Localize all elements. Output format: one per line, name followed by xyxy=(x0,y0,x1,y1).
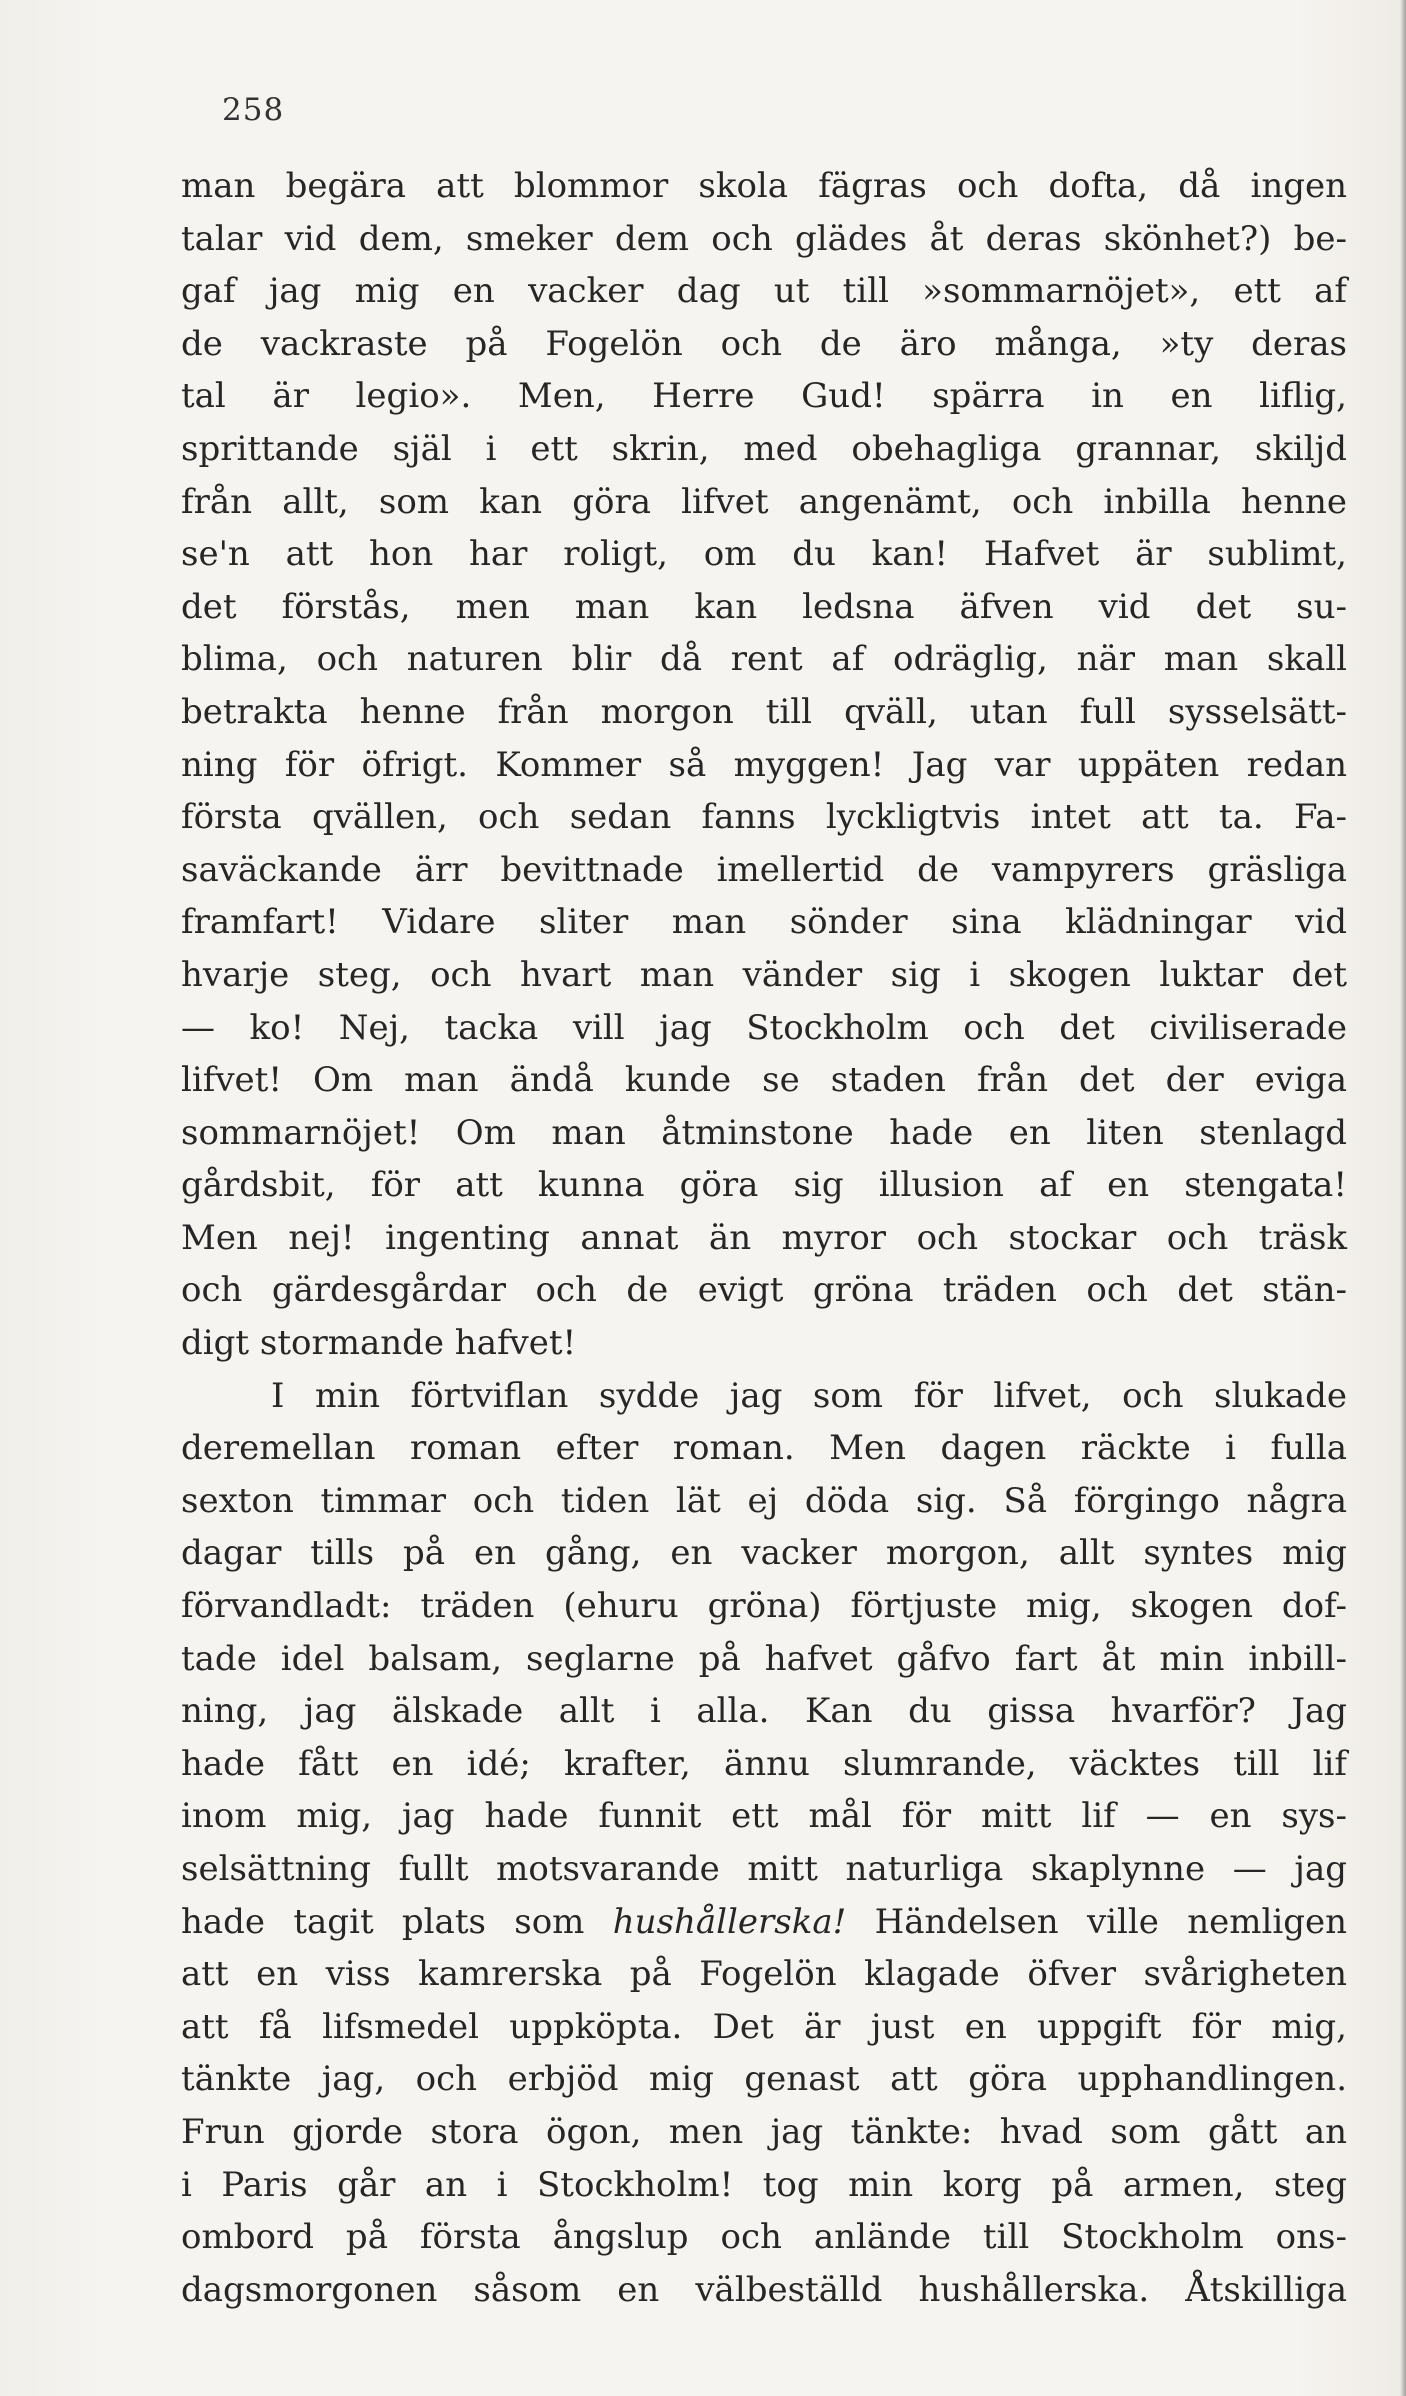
text-line: tänkte jag, och erbjöd mig genast att göra upphandlingen. xyxy=(181,2059,1347,2100)
text-line: deremellan roman efter roman. Men dagen räckte i fulla xyxy=(181,1428,1347,1469)
text-line: ombord på första ångslup och anlände till Stockholm ons- xyxy=(181,2217,1347,2258)
text-line: i Paris går an i Stockholm! tog min korg på armen, steg xyxy=(181,2164,1347,2205)
text-line: dagsmorgonen såsom en välbeställd hushållerska. Åtskilliga xyxy=(181,2269,1347,2310)
text-line-paragraph-start: I min förtviflan sydde jag som för lifvet, och slukade xyxy=(271,1375,1347,1416)
text-line: tal är legio». Men, Herre Gud! spärra in en liflig, xyxy=(181,376,1347,417)
page-edge-shadow xyxy=(1400,0,1406,2396)
text-line: saväckande ärr bevittnade imellertid de vampyrers gräsliga xyxy=(181,849,1347,890)
page-number: 258 xyxy=(222,92,285,128)
text-line: framfart! Vidare sliter man sönder sina klädningar vid xyxy=(181,902,1347,943)
text-line: talar vid dem, smeker dem och glädes åt deras skönhet?) be- xyxy=(181,218,1347,259)
text-line: de vackraste på Fogelön och de äro många, »ty deras xyxy=(181,323,1347,364)
text-line: blima, och naturen blir då rent af odräglig, när man skall xyxy=(181,639,1347,680)
italic-word: hushållerska! xyxy=(612,1901,847,1942)
text-line-paragraph-end: digt stormande hafvet! xyxy=(181,1323,577,1364)
text-line: tade idel balsam, seglarne på hafvet gåfvo fart åt min inbill- xyxy=(181,1638,1347,1679)
text-line: hade fått en idé; krafter, ännu slumrande, väcktes till lif xyxy=(181,1743,1347,1784)
text-line: betrakta henne från morgon till qväll, utan full sysselsätt- xyxy=(181,691,1347,732)
text-line: första qvällen, och sedan fanns lyckligtvis intet att ta. Fa- xyxy=(181,797,1347,838)
text-line: se'n att hon har roligt, om du kan! Hafvet är sublimt, xyxy=(181,534,1347,575)
text-line: Frun gjorde stora ögon, men jag tänkte: hvad som gått an xyxy=(181,2111,1347,2152)
text-line: hvarje steg, och hvart man vänder sig i skogen luktar det xyxy=(181,954,1347,995)
text-line: lifvet! Om man ändå kunde se staden från det der eviga xyxy=(181,1060,1347,1101)
text-line: sommarnöjet! Om man åtminstone hade en liten stenlagd xyxy=(181,1112,1347,1153)
text-line-with-italic xyxy=(181,1896,1347,1949)
text-line: selsättning fullt motsvarande mitt naturliga skaplynne — jag xyxy=(181,1849,1347,1889)
text-line: man begära att blommor skola fägras och dofta, då ingen xyxy=(181,166,1347,206)
text-line: dagar tills på en gång, en vacker morgon, allt syntes mig xyxy=(181,1533,1347,1574)
text-segment: Händelsen ville nemligen xyxy=(846,1901,1347,1942)
text-line: gårdsbit, för att kunna göra sig illusion af en stengata! xyxy=(181,1165,1347,1206)
text-segment: hade tagit plats som xyxy=(181,1901,613,1942)
text-line: inom mig, jag hade funnit ett mål för mitt lif — en sys- xyxy=(181,1796,1347,1837)
text-line: Men nej! ingenting annat än myror och stockar och träsk xyxy=(181,1217,1347,1258)
text-line: att få lifsmedel uppköpta. Det är just en uppgift för mig, xyxy=(181,2006,1347,2047)
text-line: från allt, som kan göra lifvet angenämt, och inbilla henne xyxy=(181,481,1347,522)
text-line: gaf jag mig en vacker dag ut till »sommarnöjet», ett af xyxy=(181,271,1347,312)
text-line: sexton timmar och tiden lät ej döda sig. Så förgingo några xyxy=(181,1480,1347,1521)
text-line: förvandladt: träden (ehuru gröna) förtjuste mig, skogen dof- xyxy=(181,1586,1347,1627)
body-text xyxy=(181,160,1347,2316)
text-line: och gärdesgårdar och de evigt gröna träden och det stän- xyxy=(181,1270,1347,1311)
text-line: det förstås, men man kan ledsna äfven vid det su- xyxy=(181,586,1347,627)
text-line: ning, jag älskade allt i alla. Kan du gissa hvarför? Jag xyxy=(181,1691,1347,1732)
text-line: att en viss kamrerska på Fogelön klagade öfver svårigheten xyxy=(181,1954,1347,1995)
text-line: ning för öfrigt. Kommer så myggen! Jag var uppäten redan xyxy=(181,744,1347,785)
text-line: sprittande själ i ett skrin, med obehagliga grannar, skiljd xyxy=(181,428,1347,469)
text-line: — ko! Nej, tacka vill jag Stockholm och det civiliserade xyxy=(181,1007,1347,1048)
